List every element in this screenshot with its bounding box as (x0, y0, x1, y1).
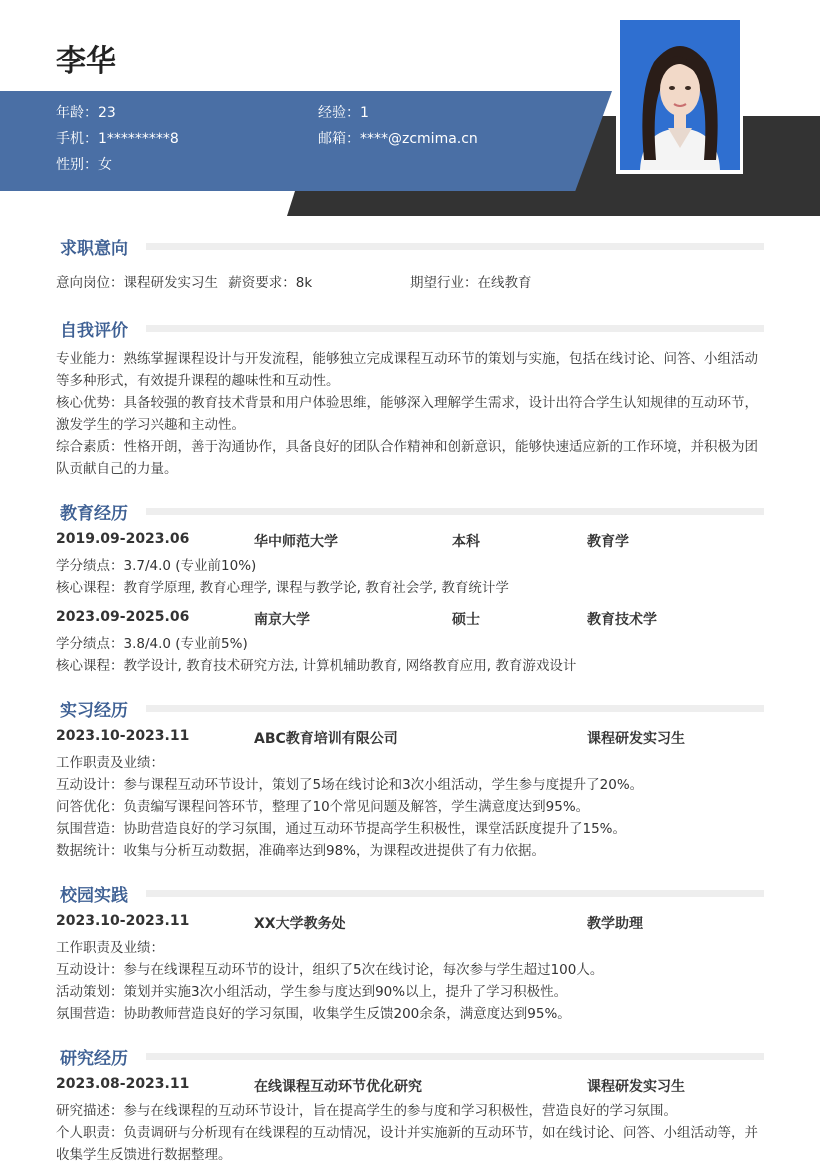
intern-line: 问答优化：负责编写课程问答环节，整理了10个常见问题及解答，学生满意度达到95%。 (56, 799, 590, 815)
intern-line: 数据统计：收集与分析互动数据，准确率达到98%，为课程改进提供了有力依据。 (56, 843, 546, 859)
campus-org: XX大学教务处 (254, 916, 346, 932)
intern-company: ABC教育培训有限公司 (254, 731, 398, 747)
self-eval-3: 综合素质：性格开朗，善于沟通协作，具备良好的团队合作精神和创新意识，能够快速适应新的工作环境，并积极为团队贡献自己的力量。 (56, 439, 758, 477)
edu-gpa: 学分绩点：3.8/4.0 (专业前5%) (56, 636, 248, 652)
section-divider (146, 890, 764, 897)
research-period: 2023.08-2023.11 (56, 1076, 190, 1092)
section-divider (146, 705, 764, 712)
edu-courses: 核心课程：教学设计, 教育技术研究方法, 计算机辅助教育, 网络教育应用, 教育游戏设计 (56, 658, 577, 674)
edu-school: 华中师范大学 (254, 534, 338, 550)
section-campus (56, 881, 764, 905)
section-title: 教育经历 (60, 504, 128, 524)
edu-major: 教育学 (587, 534, 629, 550)
email-field: 邮箱：****@zcmima.cn (318, 131, 478, 147)
campus-row (56, 913, 764, 935)
campus-line: 活动策划：策划并实施3次小组活动，学生参与度达到90%以上，提升了学习积极性。 (56, 984, 568, 1000)
section-research (56, 1044, 764, 1068)
section-divider (146, 508, 764, 515)
intern-role: 课程研发实习生 (587, 731, 685, 747)
self-eval-1: 专业能力：熟练掌握课程设计与开发流程，能够独立完成课程互动环节的策划与实施，包括在线讨论、问答、小组活动等多种形式，有效提升课程的趣味性和互动性。 (56, 351, 758, 389)
experience-field: 经验：1 (318, 105, 369, 121)
section-education (56, 499, 764, 523)
research-duty: 个人职责：负责调研与分析现有在线课程的互动情况，设计并实施新的互动环节，如在线讨论、问答、小组活动等，并收集学生反馈进行数据整理。 (56, 1125, 758, 1163)
candidate-name: 李华 (56, 44, 116, 79)
section-divider (146, 243, 764, 250)
intern-period: 2023.10-2023.11 (56, 728, 190, 744)
self-eval-2: 核心优势：具备较强的教育技术背景和用户体验思维，能够深入理解学生需求，设计出符合学生认知规律的互动环节，激发学生的学习兴趣和主动性。 (56, 395, 758, 433)
intent-salary: 薪资要求：8k (228, 275, 313, 291)
edu-major: 教育技术学 (587, 612, 657, 628)
intent-industry: 期望行业：在线教育 (410, 275, 532, 291)
intern-row (56, 728, 764, 750)
research-project: 在线课程互动环节优化研究 (254, 1079, 422, 1095)
edu-courses: 核心课程：教育学原理, 教育心理学, 课程与教学论, 教育社会学, 教育统计学 (56, 580, 509, 596)
campus-period: 2023.10-2023.11 (56, 913, 190, 929)
section-title: 求职意向 (60, 239, 128, 259)
edu-row-2 (56, 609, 764, 631)
edu-period: 2023.09-2025.06 (56, 609, 190, 625)
section-divider (146, 325, 764, 332)
intern-line: 互动设计：参与课程互动环节设计，策划了5场在线讨论和3次小组活动，学生参与度提升了20%。 (56, 777, 644, 793)
section-title: 实习经历 (60, 701, 128, 721)
edu-degree: 硕士 (452, 612, 480, 628)
gender-field: 性别：女 (56, 157, 112, 173)
intent-position: 意向岗位：课程研发实习生 (56, 275, 218, 291)
campus-line: 氛围营造：协助教师营造良好的学习氛围，收集学生反馈200余条，满意度达到95%。 (56, 1006, 571, 1022)
research-role: 课程研发实习生 (587, 1079, 685, 1095)
research-desc: 研究描述：参与在线课程的互动环节设计，旨在提高学生的参与度和学习积极性，营造良好的学习氛围。 (56, 1103, 677, 1119)
phone-field: 手机：1*********8 (56, 131, 179, 147)
edu-row-1 (56, 531, 764, 553)
age-field: 年龄：23 (56, 105, 116, 121)
research-row (56, 1076, 764, 1098)
intent-row (56, 272, 764, 294)
section-title: 自我评价 (60, 321, 128, 341)
section-self-eval (56, 316, 764, 340)
edu-period: 2019.09-2023.06 (56, 531, 190, 547)
edu-gpa: 学分绩点：3.7/4.0 (专业前10%) (56, 558, 257, 574)
campus-line: 工作职责及业绩： (56, 940, 164, 956)
section-internship (56, 696, 764, 720)
section-intent (56, 234, 764, 258)
section-title: 研究经历 (60, 1049, 128, 1069)
campus-role: 教学助理 (587, 916, 643, 932)
intern-line: 氛围营造：协助营造良好的学习氛围，通过互动环节提高学生积极性，课堂活跃度提升了15%。 (56, 821, 627, 837)
campus-line: 互动设计：参与在线课程互动环节的设计，组织了5次在线讨论，每次参与学生超过100人。 (56, 962, 604, 978)
edu-school: 南京大学 (254, 612, 310, 628)
intern-line: 工作职责及业绩： (56, 755, 164, 771)
section-title: 校园实践 (60, 886, 128, 906)
section-divider (146, 1053, 764, 1060)
profile-photo (616, 17, 743, 174)
edu-degree: 本科 (452, 534, 480, 550)
portrait-icon (620, 20, 740, 170)
